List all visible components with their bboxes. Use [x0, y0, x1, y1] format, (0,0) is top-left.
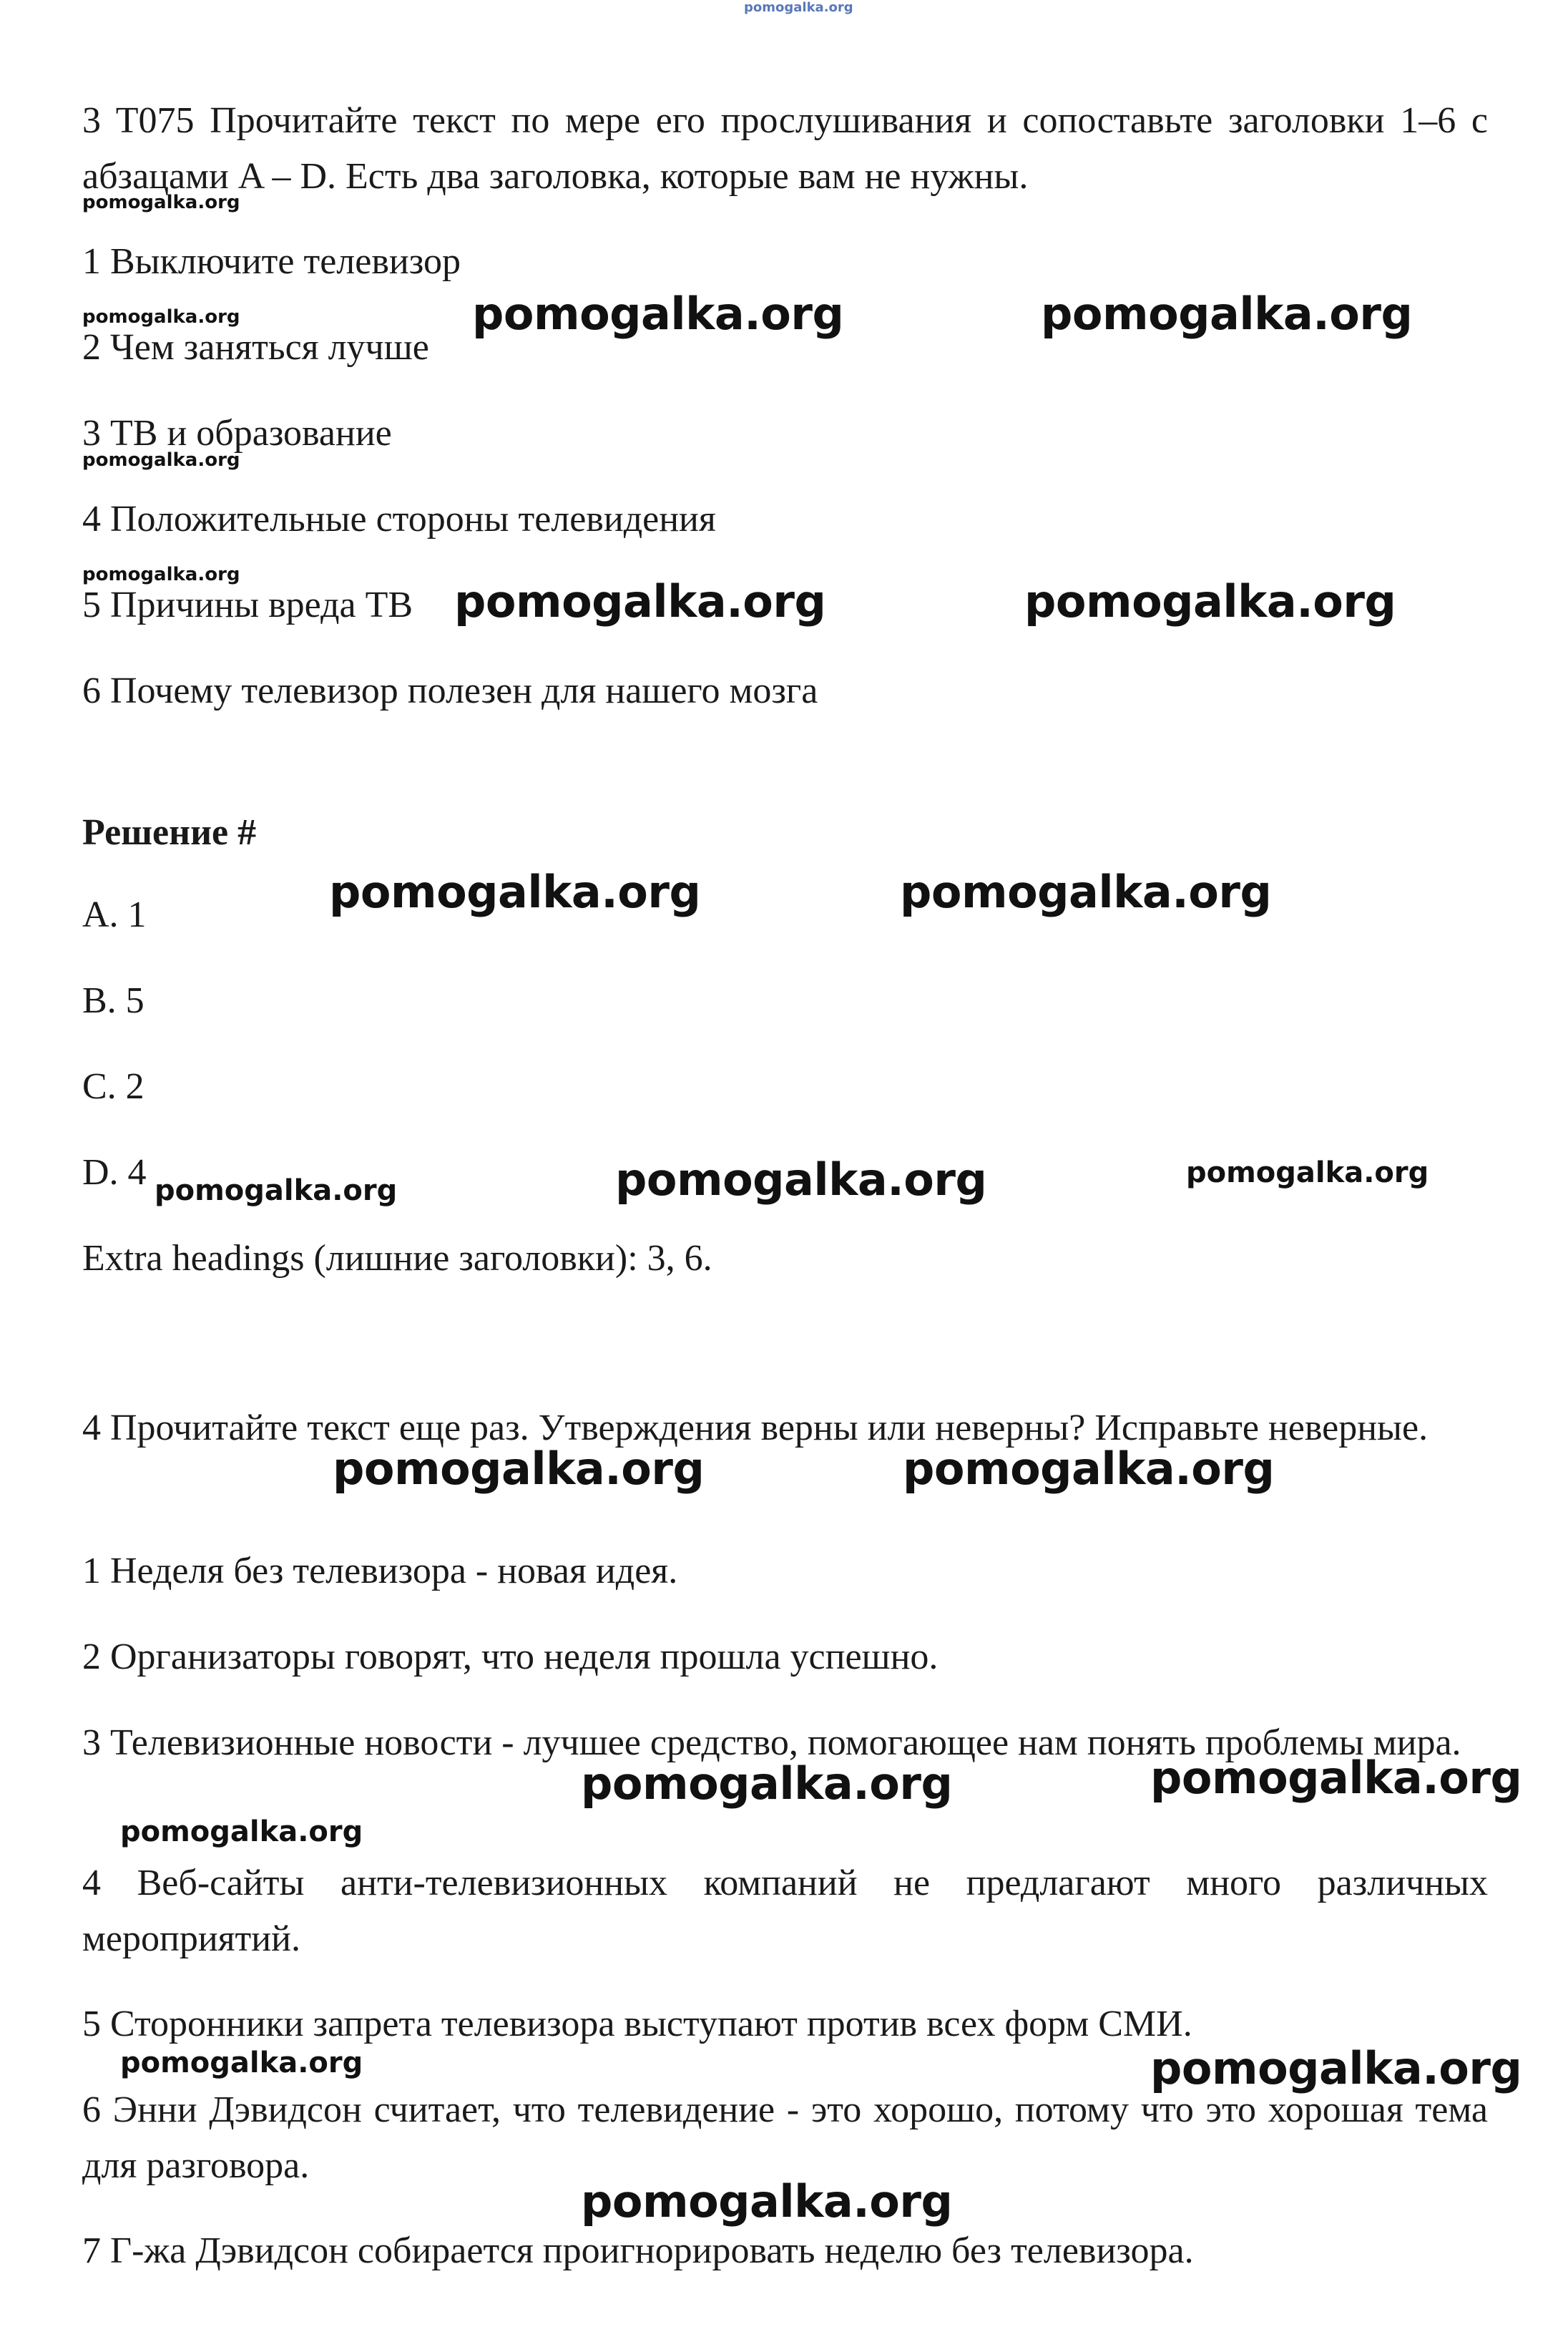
watermark: pomogalka.org — [1186, 1156, 1429, 1189]
solution-title: Решение # — [82, 812, 257, 853]
answer-item: D. 4 — [82, 1152, 147, 1193]
watermark: pomogalka.org — [1150, 1752, 1522, 1804]
heading-item: 4 Положительные стороны телевидения — [82, 499, 716, 540]
heading-item: 3 ТВ и образование — [82, 413, 392, 454]
answer-item: A. 1 — [82, 894, 147, 935]
watermark: pomogalka.org — [82, 306, 240, 328]
statement-item: 2 Организаторы говорят, что неделя прошла успешно. — [82, 1636, 939, 1677]
watermark: pomogalka.org — [1024, 575, 1396, 628]
task3-instruction: 3 T075 Прочитайте текст по мере его прослушивания и сопоставьте заголовки 1–6 с абзацами A – D. Есть два заголовка, которые вам не нужны. — [82, 100, 1488, 197]
heading-item: 2 Чем заняться лучше — [82, 327, 429, 368]
watermark: pomogalka.org — [155, 1174, 398, 1207]
statement-item: 6 Энни Дэвидсон считает, что телевидение - это хорошо, потому что это хорошая тема для разговора. — [82, 2089, 1488, 2186]
watermark: pomogalka.org — [744, 0, 853, 15]
watermark: pomogalka.org — [615, 1153, 987, 1206]
answer-item: C. 2 — [82, 1066, 144, 1107]
watermark: pomogalka.org — [900, 866, 1272, 918]
task4-instruction: 4 Прочитайте текст еще раз. Утверждения верны или неверны? Исправьте неверные. — [82, 1407, 1429, 1448]
heading-item: 6 Почему телевизор полезен для нашего мозга — [82, 670, 818, 711]
statement-item: 7 Г-жа Дэвидсон собирается проигнорировать неделю без телевизора. — [82, 2230, 1194, 2271]
answer-item: B. 5 — [82, 980, 144, 1021]
watermark: pomogalka.org — [329, 866, 701, 918]
watermark: pomogalka.org — [472, 288, 844, 340]
watermark: pomogalka.org — [581, 1757, 953, 1810]
statement-item: 5 Сторонники запрета телевизора выступают против всех форм СМИ. — [82, 2004, 1192, 2044]
watermark: pomogalka.org — [581, 2175, 953, 2228]
statement-item: 1 Неделя без телевизора - новая идея. — [82, 1551, 678, 1591]
extra-headings: Extra headings (лишние заголовки): 3, 6. — [82, 1238, 712, 1279]
watermark: pomogalka.org — [82, 449, 240, 471]
statement-item: 3 Телевизионные новости - лучшее средство, помогающее нам понять проблемы мира. — [82, 1722, 1461, 1763]
watermark: pomogalka.org — [903, 1443, 1275, 1495]
watermark: pomogalka.org — [120, 2046, 363, 2079]
heading-item: 1 Выключите телевизор — [82, 241, 461, 282]
watermark: pomogalka.org — [82, 192, 240, 213]
statement-item: 4 Веб-сайты анти-телевизионных компаний не предлагают много различных мероприятий. — [82, 1863, 1488, 1959]
watermark: pomogalka.org — [82, 564, 240, 585]
watermark: pomogalka.org — [333, 1443, 705, 1495]
heading-item: 5 Причины вреда ТВ — [82, 585, 413, 625]
watermark: pomogalka.org — [120, 1815, 363, 1848]
watermark: pomogalka.org — [1150, 2042, 1522, 2094]
watermark: pomogalka.org — [454, 575, 826, 628]
watermark: pomogalka.org — [1041, 288, 1413, 340]
